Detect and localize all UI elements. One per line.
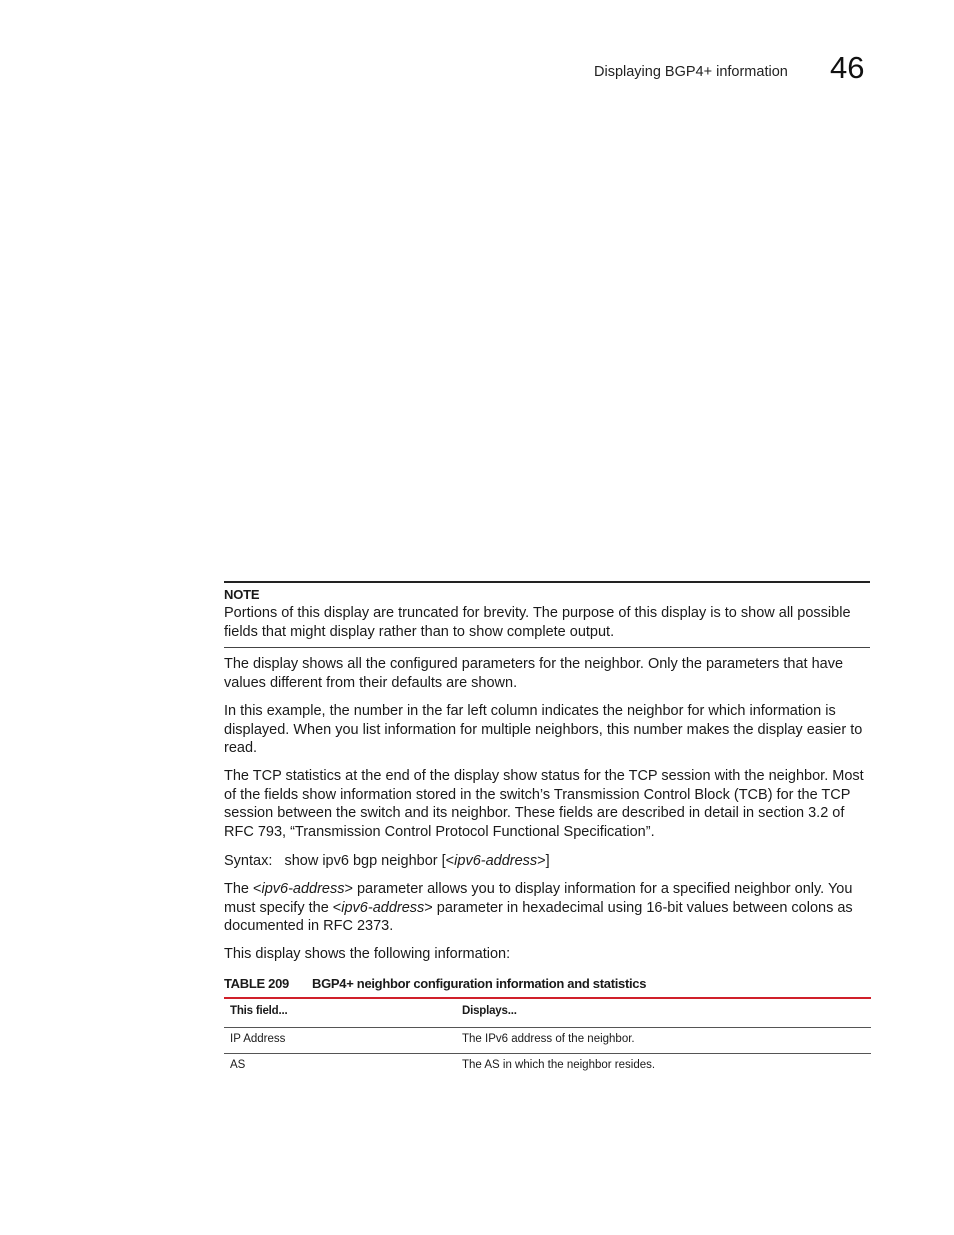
table-cell-field: AS [230,1059,246,1071]
note-text: Portions of this display are truncated for brevity. The purpose of this display is to show all possible fields that might display rather than to show complete output. [224,605,851,640]
table-row [224,1028,871,1054]
syntax-label: Syntax: [224,853,273,869]
syntax-line [224,852,870,870]
paragraph: The display shows all the configured parameters for the neighbor. Only the parameters that have values different from their defaults are shown. [224,656,844,691]
param-text-3: > parameter in hexadecimal using 16-bit values between colons as documented in RFC 2373. [224,899,853,935]
syntax-command: show ipv6 bgp neighbor [284,853,438,869]
note-box [224,581,870,648]
paragraph: The TCP statistics at the end of the display show status for the TCP session with the neighbor. Most of the fields show information stored in the switch’s Transmission Control Block (TCB) for the TCP session between the switch and its neighbor. These fields are described in detail in section 3.2 of RFC 793, “Transmission Control Protocol Functional Specification”. [224,768,864,841]
param-name-2: ipv6-address [341,899,425,916]
paragraph-parameter [224,880,870,936]
table-cell-description: The AS in which the neighbor resides. [462,1059,656,1071]
paragraph: In this example, the number in the far left column indicates the neighbor for which information is displayed. When you list information for multiple neighbors, this number makes the display easier to read. [224,703,863,757]
syntax-close: >] [537,853,550,869]
table-header-row [224,998,871,1028]
table-title: BGP4+ neighbor configuration information and statistics [312,976,647,991]
paragraph-table-intro [224,945,870,964]
paragraph-example [224,702,870,758]
param-name-1: ipv6-address [261,881,345,897]
table-row [224,1054,871,1080]
table-caption [224,976,646,991]
table-header-field: This field... [224,998,456,1028]
chapter-number: 46 [830,50,865,85]
syntax-param: ipv6-address [454,853,538,869]
table-header-displays: Displays... [456,998,871,1028]
paragraph: This display shows the following information: [224,946,511,962]
field-table [224,997,871,1079]
syntax-open: [< [441,853,455,869]
table-cell-description: The IPv6 address of the neighbor. [456,1028,871,1054]
running-header-title: Displaying BGP4+ information [594,64,788,80]
table-number: TABLE 209 [224,976,289,991]
paragraph-tcp-statistics [224,767,870,842]
param-text-1: The < [224,881,262,897]
paragraph [224,880,870,936]
paragraph-display-shows [224,655,870,692]
param-text-2: > parameter allows you to display information for a specified neighbor only. You must specify the < [224,881,853,916]
note-label: NOTE [224,587,260,602]
table-cell-field: IP Address [224,1028,456,1054]
